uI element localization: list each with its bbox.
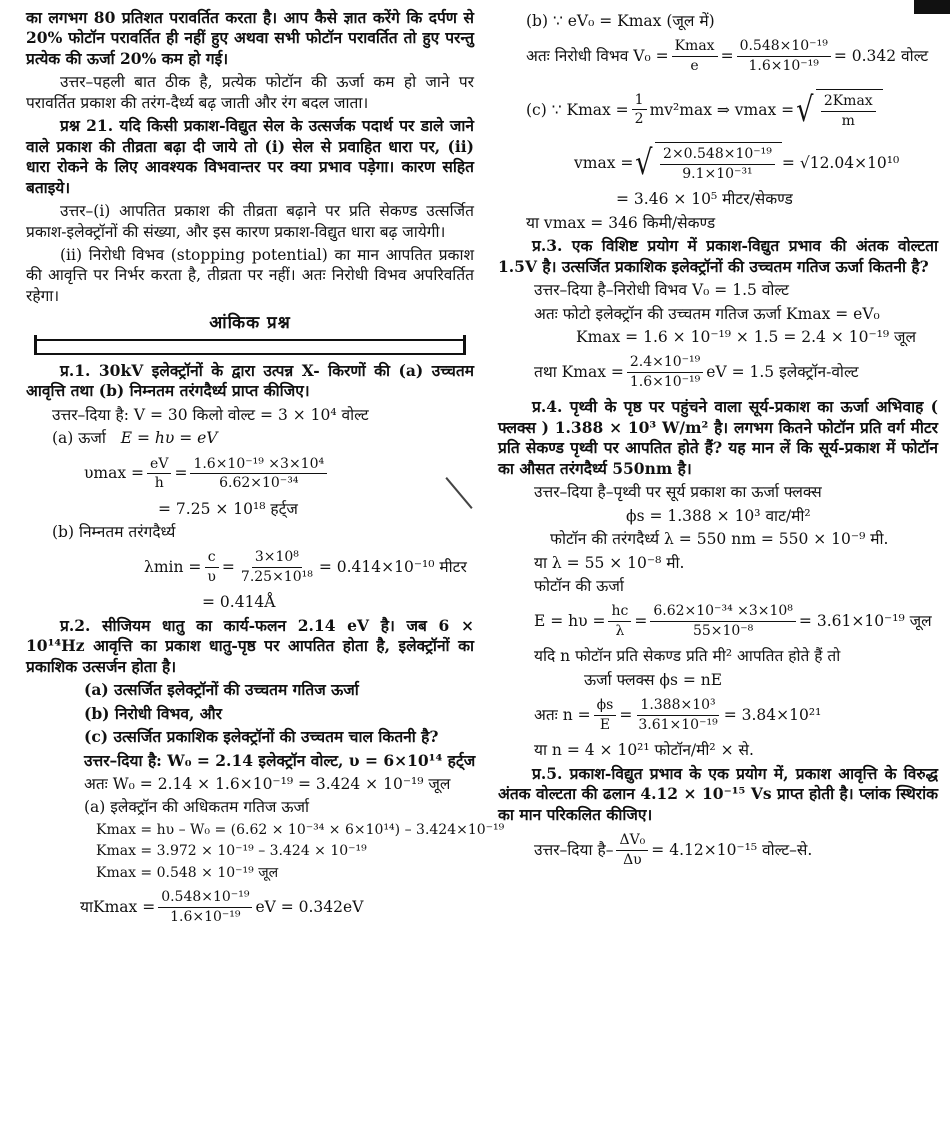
problem-2-part-a: (a) उत्सर्जित इलेक्ट्रॉनों की उच्चतम गतिज ऊर्जा	[84, 680, 359, 700]
half-fraction	[632, 91, 647, 129]
c-lhs: (c) ∵ Kmax =	[526, 100, 629, 119]
p4-e-f1-den: λ	[615, 622, 625, 639]
section-heading-text: आंकिक प्रश्न	[209, 313, 291, 334]
p5-den: Δυ	[623, 851, 642, 868]
section-divider	[34, 339, 466, 355]
problem-2-k3: Kmax = 0.548 × 10⁻¹⁹ जूल	[96, 864, 279, 881]
problem-1-given: उत्तर–दिया है: V = 30 किलो वोल्ट = 3 × 10⁴ वोल्ट	[52, 405, 369, 424]
problem-5-question: प्र.5. प्रकाश-विद्युत प्रभाव के एक प्रयोग में, प्रकाश आवृत्ति के विरुद्ध अंतक वोल्टता की ढलान 4.12 × 10⁻¹⁵ Vs प्राप्त होती है। प्लांक स्थिरांक का मान परिकलित कीजिए।	[498, 763, 938, 824]
lambda-rhs: = 0.414×10⁻¹⁰ मीटर	[318, 558, 467, 577]
half-num: 1	[632, 91, 647, 110]
p4-n-lhs: अतः n =	[534, 706, 591, 725]
p3-l4-rhs: eV = 1.5 इलेक्ट्रॉन-वोल्ट	[706, 363, 859, 382]
problem-1-a	[26, 428, 474, 448]
v0-fraction-1	[672, 37, 718, 75]
nu-frac1-den: h	[154, 475, 164, 492]
p4-n-f2-den: 3.61×10⁻¹⁹	[638, 716, 718, 733]
lambda-fraction-1	[204, 548, 219, 586]
p5-rhs: = 4.12×10⁻¹⁵ वोल्ट–से.	[651, 840, 813, 859]
problem-1-a-eq: E = hυ = eV	[120, 429, 218, 448]
part-c-eq	[498, 89, 938, 130]
problem-4-n-eq: अतः n = $\frac{\phi s}{E}$ = $\frac{\text{1.388×10³}}{\text{3.61×10⁻¹⁹}}$ = 3.84×10²¹	[534, 697, 822, 733]
problem-2-k2: Kmax = 3.972 × 10⁻¹⁹ – 3.424 × 10⁻¹⁹	[96, 843, 367, 860]
problem-4-energy-label: फोटॉन की ऊर्जा	[534, 577, 624, 595]
problem-5-answer	[498, 831, 938, 869]
v0-f2-den: 1.6×10⁻¹⁹	[748, 57, 819, 74]
problem-4-if: यदि n फोटॉन प्रति सेकण्ड प्रति मी² आपतित होते हैं तो	[534, 647, 841, 666]
lambda-fraction-2	[238, 548, 316, 586]
lambda-frac2-num: 3×10⁸	[252, 548, 302, 567]
p5-lhs: उत्तर–दिया है–	[534, 840, 614, 859]
nu-fraction-2	[190, 455, 327, 493]
p5-num: ΔV₀	[616, 831, 648, 850]
p4-n-f1-den: E	[599, 716, 611, 733]
nu-result: = 7.25 × 10¹⁸ हर्ट्ज	[158, 499, 298, 518]
part-b-line: (b) ∵ eV₀ = Kmax (जूल में)	[526, 12, 715, 30]
right-column	[498, 8, 938, 875]
lambda-result: = 0.414Å	[202, 593, 276, 612]
problem-4-energy-eq: E = hυ = $\frac{hc}{\lambda}$ = $\frac{\text{6.62×10⁻³⁴ ×3×10⁸}}{\text{55×10⁻⁸}}$ = 3.61×10⁻¹⁹ जूल	[534, 603, 932, 639]
p3-l4-lhs: तथा Kmax =	[534, 363, 624, 382]
nu-frac2-num: 1.6×10⁻¹⁹ ×3×10⁴	[190, 455, 327, 474]
p4-e-fraction-1	[608, 602, 631, 640]
sqrt-num: 2Kmax	[821, 92, 876, 111]
nu-frac2-den: 6.62×10⁻³⁴	[219, 475, 299, 492]
p4-e-f1-num: hc	[608, 602, 631, 621]
problem-1-frequency-eq: υmax = $\frac{eV}{h}$ = $\frac{\text{1.6×10⁻¹⁹ ×3×10⁴}}{\text{6.62×10⁻³⁴}}$	[26, 455, 474, 493]
section-heading	[26, 312, 474, 334]
nu-fraction-1	[147, 455, 171, 493]
v-rhs: = √12.04×10¹⁰	[781, 153, 900, 172]
vmax-eq	[498, 142, 938, 183]
p3-den: 1.6×10⁻¹⁹	[629, 373, 701, 390]
problem-4-phi: ϕs = 1.388 × 10³ वाट/मी²	[626, 506, 811, 525]
problem-1-a-label: (a) ऊर्जा	[52, 429, 106, 448]
nu-frac1-num: eV	[147, 455, 171, 474]
sqrt-2k-over-m: √ $\frac{2Kmax}{m}$	[794, 89, 883, 130]
problem-4-flux: ऊर्जा फ्लक्स ϕs = nE	[584, 670, 723, 689]
problem-3-line-2: अतः फोटो इलेक्ट्रॉन की उच्चतम गतिज ऊर्जा Kmax = eV₀	[534, 304, 880, 323]
p4-n-rhs: = 3.84×10²¹	[723, 706, 822, 725]
problem-2-a-label: (a) इलेक्ट्रॉन की अधिकतम गतिज ऊर्जा	[84, 798, 310, 817]
lambda-frac1-den: υ	[207, 568, 216, 585]
left-column	[26, 8, 505, 932]
problem-2-given: उत्तर–दिया है: W₀ = 2.14 इलेक्ट्रॉन वोल्ट, υ = 6×10¹⁴ हर्ट्ज	[84, 750, 476, 770]
problem-3-question: प्र.3. एक विशिष्ट प्रयोग में प्रकाश-विद्युत प्रभाव की अंतक वोल्टता 1.5V है। उत्सर्जित प्रकाशिक इलेक्ट्रॉनों की उच्चतम गतिज ऊर्जा कितनी है?	[498, 236, 938, 276]
problem-2-k4	[26, 888, 474, 926]
p4-e-lhs: E = hυ =	[534, 612, 606, 631]
problem-1-question: प्र.1. 30kV इलेक्ट्रॉनों के द्वारा उत्पन्न X- किरणों की (a) उच्चतम आवृत्ति तथा (b) निम्नतम तरंगदैर्ध्य प्राप्त कीजिए।	[26, 360, 474, 401]
v-den: 9.1×10⁻³¹	[682, 165, 753, 182]
problem-1-lambda-eq: λmin = $\frac{c}{\upsilon}$ = $\frac{\text{3×10⁸}}{\text{7.25×10¹⁸}}$ = 0.414×10⁻¹⁰ मीटर	[144, 549, 467, 585]
v0-lhs: अतः निरोधी विभव V₀ =	[526, 47, 669, 66]
vmax-result-1: = 3.46 × 10⁵ मीटर/सेकण्ड	[616, 190, 793, 209]
p4-n-f2-num: 1.388×10³	[637, 696, 718, 715]
intro-answer: उत्तर–पहली बात ठीक है, प्रत्येक फोटॉन की ऊर्जा कम हो जाने पर परावर्तित प्रकाश की तरंग-दैर्ध्य बढ़ जाती और रंग बदल जाता।	[26, 73, 474, 112]
problem-4-lambda-2: या λ = 55 × 10⁻⁸ मी.	[534, 553, 685, 572]
k4-den: 1.6×10⁻¹⁹	[170, 908, 241, 925]
problem-2-question: प्र.2. सीजियम धातु का कार्य-फलन 2.14 eV है। जब 6 × 10¹⁴Hz आवृत्ति का प्रकाश धातु-पृष्ठ पर आपतित होता है, इलेक्ट्रॉनों का प्रकाशिक उत्सर्जन होता है।	[26, 615, 474, 676]
part-b-v0-eq: अतः निरोधी विभव V₀ = $\frac{Kmax}{e}$ = $\frac{\text{0.548×10⁻¹⁹}}{\text{1.6×10⁻¹⁹}}$ = 0.342 वोल्ट	[526, 38, 929, 74]
p4-e-f2-num: 6.62×10⁻³⁴ ×3×10⁸	[650, 602, 796, 621]
problem-2-w0: अतः W₀ = 2.14 × 1.6×10⁻¹⁹ = 3.424 × 10⁻¹⁹ जूल	[84, 775, 451, 793]
p3-fraction	[627, 353, 703, 391]
problem-3-given: उत्तर–दिया है–निरोधी विभव V₀ = 1.5 वोल्ट	[534, 281, 789, 300]
v0-f1-den: e	[690, 57, 699, 74]
v0-f1-num: Kmax	[672, 37, 718, 56]
p4-e-rhs: = 3.61×10⁻¹⁹ जूल	[798, 612, 932, 631]
v0-rhs: = 0.342 वोल्ट	[833, 47, 929, 66]
answer-21-part-2: (ii) निरोधी विभव (stopping potential) का मान आपतित प्रकाश की आवृत्ति पर निर्भर करता है, तीव्रता पर नहीं। अतः निरोधी विभव अपरिवर्तित रहेगा।	[26, 245, 474, 305]
problem-3-line-3: Kmax = 1.6 × 10⁻¹⁹ × 1.5 = 2.4 × 10⁻¹⁹ जूल	[576, 327, 917, 346]
k4-num: 0.548×10⁻¹⁹	[158, 888, 252, 907]
p3-num: 2.4×10⁻¹⁹	[627, 353, 703, 372]
p4-n-f1-num: ϕs	[594, 696, 617, 715]
answer-21-part-1: उत्तर–(i) आपतित प्रकाश की तीव्रता बढ़ाने पर प्रति सेकण्ड उत्सर्जित प्रकाश-इलेक्ट्रॉनों की संख्या, और इस कारण प्रकाश-विद्युत धारा बढ़ जायेगी।	[26, 202, 474, 241]
v0-f2-num: 0.548×10⁻¹⁹	[737, 37, 831, 56]
p4-e-f2-den: 55×10⁻⁸	[692, 622, 754, 639]
lambda-frac2-den: 7.25×10¹⁸	[240, 568, 313, 585]
k4-rhs: eV = 0.342eV	[255, 898, 364, 917]
sqrt-fraction	[821, 92, 876, 130]
sqrt-den: m	[841, 112, 855, 129]
problem-2-part-c: (c) उत्सर्जित प्रकाशिक इलेक्ट्रॉनों की उच्चतम चाल कितनी है?	[84, 727, 439, 747]
problem-3-line-4	[498, 353, 938, 391]
v-lhs: vmax =	[574, 153, 634, 172]
p4-e-fraction-2	[650, 602, 796, 640]
k4-lhs: याKmax =	[80, 898, 156, 917]
p4-n-fraction-1	[594, 696, 617, 734]
p5-fraction	[616, 831, 648, 869]
lambda-frac1-num: c	[205, 548, 219, 567]
lambda-lhs: λmin =	[144, 558, 202, 577]
problem-2-part-b: (b) निरोधी विभव, और	[84, 703, 222, 723]
problem-4-given: उत्तर–दिया है–पृथ्वी पर सूर्य प्रकाश का ऊर्जा फ्लक्स	[534, 483, 822, 502]
half-den: 2	[634, 111, 644, 128]
vmax-result-2: या vmax = 346 किमी/सेकण्ड	[526, 213, 716, 232]
k4-fraction	[158, 888, 252, 926]
problem-4-lambda: फोटॉन की तरंगदैर्ध्य λ = 550 nm = 550 × 10⁻⁹ मी.	[550, 530, 889, 549]
vmax-sqrt: √ $\frac{\text{2×0.548×10⁻¹⁹}}{\text{9.1×10⁻³¹}}$	[633, 142, 782, 183]
problem-1-b-label: (b) निम्नतम तरंगदैर्ध्य	[52, 522, 176, 541]
nu-lhs: υmax =	[84, 464, 145, 483]
intro-paragraph: का लगभग 80 प्रतिशत परावर्तित करता है। आप कैसे ज्ञात करेंगे कि दर्पण से 20% फोटॉन परावर्तित ही नहीं हुए अथवा सभी फोटॉन परावर्तित तो हुए परन्तु प्रत्येक की ऊर्जा 20% कम हो गई।	[26, 8, 474, 68]
v-num: 2×0.548×10⁻¹⁹	[660, 145, 775, 164]
problem-4-n-2: या n = 4 × 10²¹ फोटॉन/मी² × से.	[534, 741, 754, 760]
vmax-fraction	[660, 145, 775, 183]
p4-n-fraction-2	[635, 696, 720, 734]
problem-2-k1: Kmax = hυ – W₀ = (6.62 × 10⁻³⁴ × 6×10¹⁴) – 3.424×10⁻¹⁹	[96, 821, 505, 838]
v0-fraction-2	[737, 37, 831, 75]
c-mid: mv²max ⇒ vmax =	[649, 100, 795, 119]
problem-4-question: प्र.4. पृथ्वी के पृष्ठ पर पहुंचने वाला सूर्य-प्रकाश का ऊर्जा अभिवाह ( फ्लक्स ) 1.388 × 10³ W/m² है। लगभग कितने फोटॉन प्रति वर्ग मीटर प्रति सेकण्ड पृथ्वी पर आपतित होते हैं? यह मान लें कि सूर्य-प्रकाश में फोटॉन का औसत तरंगदैर्ध्य 550nm है।	[498, 397, 938, 478]
question-21: प्रश्न 21. यदि किसी प्रकाश-विद्युत सेल के उत्सर्जक पदार्थ पर डाले जाने वाले प्रकाश की तीव्रता बढ़ा दी जाये तो (i) सेल से प्रवाहित धारा पर, (ii) धारा रोकने के लिए आवश्यक विभवान्तर पर क्या प्रभाव पड़ेगा। कारण सहित बताइये।	[26, 116, 474, 197]
